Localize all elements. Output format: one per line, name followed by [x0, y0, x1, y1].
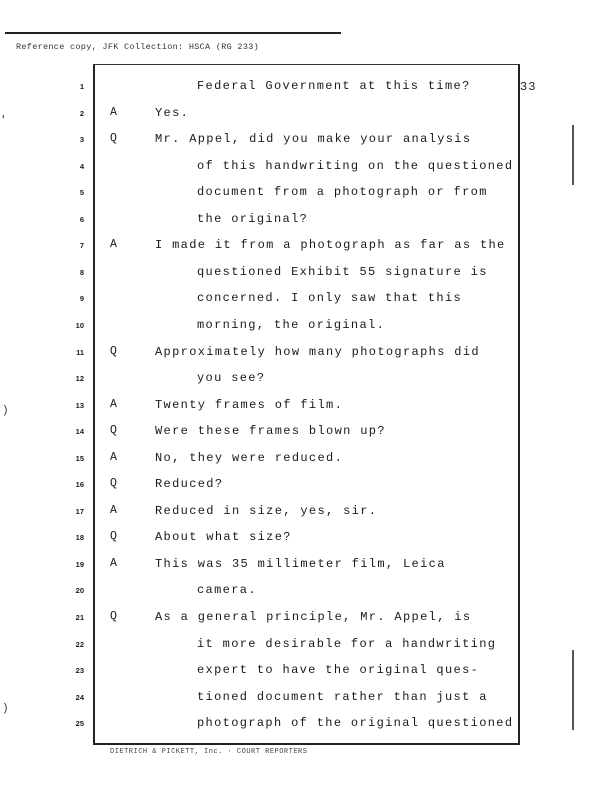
line-number: 16: [75, 480, 84, 490]
line-text: concerned. I only saw that this: [197, 291, 463, 306]
line-text: No, they were reduced.: [155, 450, 344, 465]
speaker-label: Q: [110, 344, 117, 358]
line-number: 12: [75, 374, 84, 384]
line-text: Approximately how many photographs did: [155, 344, 480, 359]
speaker-label: Q: [110, 610, 117, 623]
transcript-line: [0, 557, 612, 577]
top-rule: [5, 32, 341, 34]
line-text: I made it from a photograph as far as the: [155, 238, 506, 253]
line-number: 2: [79, 108, 84, 118]
speaker-label: Q: [110, 530, 117, 544]
line-text: Reduced?: [155, 477, 224, 492]
line-text: document from a photograph or from: [197, 185, 488, 200]
transcript-line: [0, 265, 612, 285]
speaker-label: Q: [110, 132, 117, 146]
transcript-line: [0, 79, 612, 99]
transcript-line: [0, 291, 612, 311]
line-text: the original?: [197, 211, 309, 226]
transcript-line: [0, 583, 612, 603]
transcript-line: [0, 185, 612, 205]
line-number: 18: [75, 533, 84, 543]
speaker-label: A: [110, 503, 117, 517]
line-text: As a general principle, Mr. Appel, is: [155, 610, 472, 624]
line-number: 22: [75, 639, 84, 649]
line-text: Were these frames blown up?: [155, 424, 386, 439]
line-number: 19: [75, 559, 84, 569]
line-number: 15: [75, 453, 84, 463]
line-text: camera.: [197, 583, 257, 598]
line-text: of this handwriting on the questioned: [197, 158, 514, 173]
line-text: This was 35 millimeter film, Leica: [155, 556, 446, 571]
line-number: 24: [75, 692, 84, 702]
line-text: you see?: [197, 371, 266, 386]
transcript-line: [0, 716, 612, 736]
line-text: About what size?: [155, 530, 292, 545]
speaker-label: A: [110, 450, 117, 464]
speaker-label: Q: [110, 477, 117, 491]
line-text: Federal Government at this time?: [197, 79, 471, 93]
line-number: 9: [79, 294, 84, 304]
speaker-label: A: [110, 556, 117, 570]
transcript-line: [0, 345, 612, 365]
margin-mark: [572, 125, 574, 185]
line-text: Reduced in size, yes, sir.: [155, 503, 378, 518]
line-number: 14: [75, 427, 84, 437]
line-number: 8: [79, 267, 84, 277]
margin-tick: ': [0, 115, 7, 127]
transcript-line: [0, 637, 612, 657]
reference-header: Reference copy, JFK Collection: HSCA (RG 233): [16, 42, 260, 52]
margin-bracket: ): [2, 405, 9, 417]
line-number: 10: [75, 320, 84, 330]
line-text: Twenty frames of film.: [155, 397, 344, 412]
court-reporter-footer: DIETRICH & PICKETT, Inc. · COURT REPORTERS: [110, 748, 308, 756]
line-text: Yes.: [155, 105, 190, 120]
transcript-line: [0, 424, 612, 444]
line-number: 25: [75, 719, 84, 729]
transcript-line: [0, 530, 612, 550]
transcript-line: [0, 477, 612, 497]
line-text: morning, the original.: [197, 317, 386, 332]
speaker-label: A: [110, 105, 117, 119]
transcript-line: [0, 371, 612, 391]
transcript-line: [0, 690, 612, 710]
line-number: 5: [79, 188, 84, 198]
transcript-line: [0, 610, 612, 630]
line-number: 21: [75, 613, 84, 622]
line-number: 13: [75, 400, 84, 410]
line-number: 1: [79, 82, 84, 91]
line-number: 3: [79, 135, 84, 145]
line-text: tioned document rather than just a: [197, 689, 488, 704]
line-text: Mr. Appel, did you make your analysis: [155, 132, 472, 147]
line-text: questioned Exhibit 55 signature is: [197, 264, 488, 279]
speaker-label: Q: [110, 424, 117, 438]
line-number: 17: [75, 506, 84, 516]
speaker-label: A: [110, 238, 117, 252]
line-number: 7: [79, 241, 84, 251]
transcript-line: [0, 451, 612, 471]
line-number: 4: [79, 161, 84, 171]
transcript-line: [0, 159, 612, 179]
speaker-label: A: [110, 397, 117, 411]
transcript-line: [0, 238, 612, 258]
margin-mark: [572, 650, 574, 730]
margin-bracket: ): [2, 703, 9, 715]
transcript-line: [0, 212, 612, 232]
page-number: 33: [520, 80, 537, 94]
line-text: it more desirable for a handwriting: [197, 636, 497, 651]
line-number: 23: [75, 666, 84, 676]
transcript-line: [0, 106, 612, 126]
transcript-line: [0, 132, 612, 152]
transcript-line: [0, 663, 612, 683]
line-number: 11: [76, 347, 84, 357]
line-number: 6: [79, 214, 84, 224]
transcript-line: [0, 318, 612, 338]
line-text: expert to have the original ques-: [197, 663, 480, 678]
transcript-line: [0, 398, 612, 418]
line-text: photograph of the original questioned: [197, 716, 514, 731]
line-number: 20: [75, 586, 84, 596]
transcript-line: [0, 504, 612, 524]
